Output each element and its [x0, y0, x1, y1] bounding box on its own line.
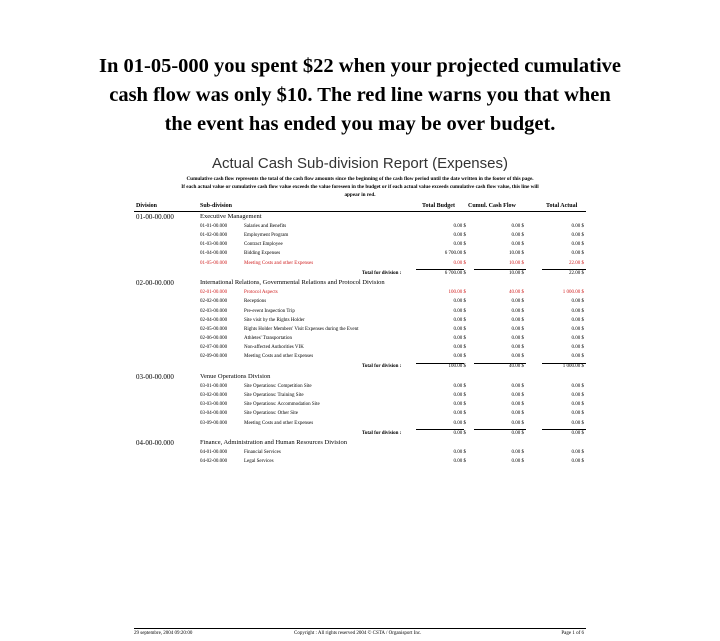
subdivision-row	[134, 401, 586, 410]
subdivision-row	[134, 317, 586, 326]
cell-total-budget: 0.00 $	[453, 260, 466, 266]
subdivision-code: 02-04-00.000	[200, 317, 228, 323]
header-cumul-cash-flow: Cumul. Cash Flow	[468, 203, 516, 209]
subdivision-row	[134, 260, 586, 269]
cell-total-budget: 0.00 $	[453, 459, 466, 465]
cell-cumul-cash-flow: 0.00 $	[511, 459, 524, 465]
cell-cumul-cash-flow: 10.00 $	[509, 260, 524, 266]
subdivision-row	[134, 353, 586, 362]
subdivision-name: Employment Program	[244, 233, 289, 239]
subdivision-row	[134, 449, 586, 458]
total-budget-value: 100.00 $	[448, 364, 466, 370]
subdivision-name: Athletes' Transportation	[244, 336, 292, 341]
table-header	[134, 201, 586, 212]
subdivision-code: 02-06-00.000	[200, 336, 228, 341]
subdivision-name: Salaries and Benefits	[244, 224, 287, 229]
cell-total-actual: 0.00 $	[571, 420, 584, 426]
cell-total-budget: 0.00 $	[453, 411, 466, 417]
cell-total-actual: 0.00 $	[571, 251, 584, 257]
subdivision-code: 03-01-00.000	[200, 383, 228, 389]
header-total-actual: Total Actual	[546, 203, 578, 209]
cell-cumul-cash-flow: 0.00 $	[511, 224, 524, 229]
cell-total-budget: 0.00 $	[453, 450, 466, 456]
cell-cumul-cash-flow: 0.00 $	[511, 336, 524, 341]
total-budget-value: 6 700.00 $	[444, 270, 466, 276]
subdivision-name: Site visit by the Rights Holder	[244, 317, 305, 323]
division-total-row	[134, 270, 586, 279]
total-label: Total for division :	[362, 430, 402, 436]
subdivision-name: Pre-event Inspection Trip	[244, 308, 295, 314]
subdivision-row	[134, 458, 586, 467]
subdivision-code: 01-04-00.000	[200, 251, 228, 257]
caption-line-3: the event has ended you may be over budget.	[164, 113, 556, 135]
footer-page: Page 1 of 6	[561, 631, 584, 636]
cell-total-budget: 0.00 $	[453, 354, 466, 360]
cell-total-budget: 0.00 $	[453, 308, 466, 314]
cell-total-actual: 0.00 $	[571, 383, 584, 389]
cell-total-actual: 0.00 $	[571, 308, 584, 314]
cell-total-budget: 100.00 $	[448, 290, 466, 296]
cell-total-budget: 0.00 $	[453, 420, 466, 426]
division-row	[134, 373, 586, 383]
division-code: 01-00-00.000	[136, 213, 174, 221]
subdivision-name: Meeting Costs and other Expenses	[244, 354, 314, 360]
subdivision-code: 02-05-00.000	[200, 326, 228, 332]
subdivision-code: 01-05-00.000	[200, 260, 228, 266]
subdivision-code: 02-07-00.000	[200, 345, 228, 351]
cell-total-budget: 0.00 $	[453, 326, 466, 332]
cell-cumul-cash-flow: 0.00 $	[511, 308, 524, 314]
subdivision-name: Site Operations: Competition Site	[244, 383, 312, 389]
total-label: Total for division :	[362, 270, 402, 276]
report-note-line-1: Cumulative cash flow represents the total of the cash flow amounts since the beginning of the cash flow period until the date written in the footer of this page.	[186, 176, 534, 182]
cell-total-actual: 0.00 $	[571, 336, 584, 341]
subdivision-row	[134, 250, 586, 259]
report-note-line-3: appear in red.	[344, 192, 376, 198]
cell-cumul-cash-flow: 0.00 $	[511, 383, 524, 389]
cell-cumul-cash-flow: 0.00 $	[511, 317, 524, 323]
cell-total-budget: 0.00 $	[453, 402, 466, 408]
total-label: Total for division :	[362, 364, 402, 370]
subdivision-row	[134, 420, 586, 429]
cell-total-actual: 0.00 $	[571, 299, 584, 305]
cell-total-actual: 0.00 $	[571, 411, 584, 417]
subdivision-name: Non-affected Authorities VIK	[244, 345, 304, 351]
cell-total-budget: 0.00 $	[453, 317, 466, 323]
cell-cumul-cash-flow: 0.00 $	[511, 393, 524, 399]
cell-cumul-cash-flow: 40.00 $	[509, 290, 524, 296]
total-budget-value: 0.00 $	[453, 430, 466, 436]
cell-total-actual: 22.00 $	[569, 260, 584, 266]
cell-total-actual: 0.00 $	[571, 242, 584, 248]
report-title: Actual Cash Sub-division Report (Expenses)	[212, 155, 508, 172]
cell-total-actual: 0.00 $	[571, 317, 584, 323]
subdivision-code: 03-02-00.000	[200, 393, 228, 399]
total-actual-value: 1 000.00 $	[562, 364, 584, 370]
header-subdivision: Sub-division	[200, 203, 233, 209]
cell-total-budget: 6 700.00 $	[444, 251, 466, 257]
subdivision-code: 04-01-00.000	[200, 450, 228, 456]
subdivision-name: Site Operations: Accommodation Site	[244, 402, 320, 408]
subdivision-row	[134, 223, 586, 232]
cell-total-actual: 0.00 $	[571, 354, 584, 360]
cell-total-budget: 0.00 $	[453, 336, 466, 341]
division-code: 03-00-00.000	[136, 372, 174, 381]
cell-total-budget: 0.00 $	[453, 242, 466, 248]
subdivision-name: Rights Holder Members' Visit Expenses during the Event	[244, 326, 359, 332]
header-total-budget: Total Budget	[422, 203, 455, 209]
subdivision-row	[134, 335, 586, 344]
subdivision-name: Site Operations: Training Site	[244, 393, 304, 399]
cell-cumul-cash-flow: 0.00 $	[511, 450, 524, 456]
cell-total-actual: 1 000.00 $	[562, 290, 584, 296]
subdivision-row	[134, 232, 586, 241]
subdivision-row	[134, 344, 586, 353]
cell-total-budget: 0.00 $	[453, 383, 466, 389]
report-note-line-2: If each actual value or cumulative cash flow value exceeds the value foreseen in the budget or if each actual value exceeds cumulative cash flow value, this line will	[181, 184, 539, 190]
subdivision-name: Protocol Aspects	[244, 290, 278, 296]
cell-cumul-cash-flow: 0.00 $	[511, 345, 524, 351]
slide-caption	[20, 52, 700, 139]
subdivision-row	[134, 383, 586, 392]
caption-line-2: cash flow was only $10. The red line warns you that when	[109, 84, 611, 106]
cell-cumul-cash-flow: 0.00 $	[511, 233, 524, 239]
cell-total-budget: 0.00 $	[453, 224, 466, 229]
division-row	[134, 213, 586, 223]
total-cumul-value: 10.00 $	[509, 270, 524, 276]
subdivision-code: 02-09-00.000	[200, 354, 228, 360]
subdivision-row	[134, 241, 586, 250]
subdivision-code: 01-02-00.000	[200, 233, 228, 239]
subdivision-code: 03-04-00.000	[200, 411, 228, 417]
report-page	[134, 155, 586, 636]
subdivision-name: Meeting Costs and other Expenses	[244, 420, 314, 426]
division-name: Executive Management	[200, 213, 262, 220]
footer-date: 29 septembre, 2004 09:20:00	[134, 631, 193, 636]
total-actual-value: 22.00 $	[569, 270, 584, 276]
subdivision-code: 02-01-00.000	[200, 290, 228, 296]
subdivision-code: 03-03-00.000	[200, 402, 228, 408]
division-row	[134, 439, 586, 449]
total-cumul-value: 0.00 $	[511, 430, 524, 436]
division-total-row	[134, 430, 586, 439]
division-total-row	[134, 363, 586, 372]
cell-cumul-cash-flow: 0.00 $	[511, 420, 524, 426]
cell-total-actual: 0.00 $	[571, 459, 584, 465]
division-row	[134, 279, 586, 289]
subdivision-code: 01-01-00.000	[200, 224, 228, 229]
cell-cumul-cash-flow: 0.00 $	[511, 411, 524, 417]
subdivision-name: Receptions	[244, 299, 267, 305]
cell-cumul-cash-flow: 0.00 $	[511, 326, 524, 332]
division-code: 02-00-00.000	[136, 279, 174, 288]
total-actual-value: 0.00 $	[571, 430, 584, 436]
cell-total-actual: 0.00 $	[571, 345, 584, 351]
division-name: Venue Operations Division	[200, 372, 271, 380]
subdivision-row	[134, 308, 586, 317]
cell-total-actual: 0.00 $	[571, 402, 584, 408]
subdivision-code: 01-03-00.000	[200, 242, 228, 248]
subdivision-code: 02-03-00.000	[200, 308, 228, 314]
total-cumul-value: 40.00 $	[509, 364, 524, 370]
header-division: Division	[136, 203, 158, 209]
caption-line-1: In 01-05-000 you spent $22 when your projected cumulative	[99, 55, 621, 77]
cell-total-actual: 0.00 $	[571, 326, 584, 332]
cell-total-actual: 0.00 $	[571, 450, 584, 456]
division-name: Finance, Administration and Human Resources Division	[200, 439, 347, 447]
subdivision-row	[134, 298, 586, 307]
cell-cumul-cash-flow: 0.00 $	[511, 402, 524, 408]
cell-total-budget: 0.00 $	[453, 393, 466, 399]
subdivision-row	[134, 326, 586, 335]
cell-cumul-cash-flow: 0.00 $	[511, 354, 524, 360]
report-footer	[134, 628, 586, 641]
subdivision-code: 03-09-00.000	[200, 420, 228, 426]
subdivision-name: Financial Services	[244, 450, 281, 456]
cell-total-budget: 0.00 $	[453, 345, 466, 351]
subdivision-name: Bidding Expenses	[244, 251, 281, 257]
cell-cumul-cash-flow: 0.00 $	[511, 299, 524, 305]
subdivision-row	[134, 289, 586, 298]
subdivision-row	[134, 392, 586, 401]
footer-copyright: Copyright : All rights reserved 2004 © CSTA / Organisport Inc.	[294, 631, 422, 636]
subdivision-name: Contract Employee	[244, 242, 283, 248]
division-name: International Relations, Governmental Relations and Protocol Division	[200, 279, 385, 287]
cell-cumul-cash-flow: 0.00 $	[511, 242, 524, 248]
subdivision-name: Site Operations: Other Site	[244, 411, 299, 417]
cell-total-actual: 0.00 $	[571, 224, 584, 229]
subdivision-row	[134, 410, 586, 419]
subdivision-code: 02-02-00.000	[200, 299, 228, 305]
cell-total-budget: 0.00 $	[453, 233, 466, 239]
cell-total-actual: 0.00 $	[571, 233, 584, 239]
cell-total-actual: 0.00 $	[571, 393, 584, 399]
cell-cumul-cash-flow: 10.00 $	[509, 251, 524, 257]
cell-total-budget: 0.00 $	[453, 299, 466, 305]
subdivision-code: 04-02-00.000	[200, 459, 228, 465]
division-code: 04-00-00.000	[136, 439, 174, 448]
subdivision-name: Meeting Costs and other Expenses	[244, 260, 314, 266]
subdivision-name: Legal Services	[244, 459, 274, 465]
